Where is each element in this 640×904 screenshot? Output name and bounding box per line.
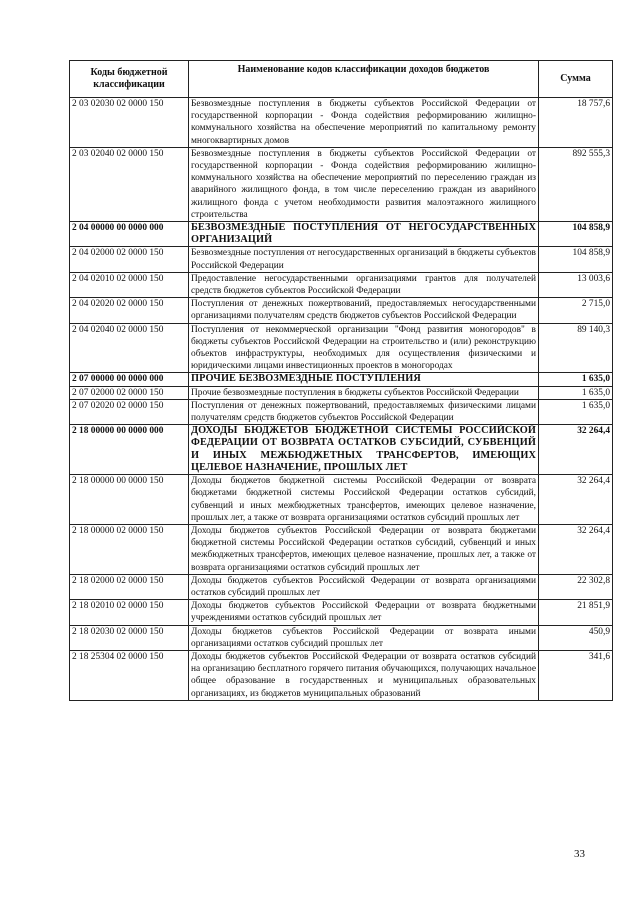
name-cell: ДОХОДЫ БЮДЖЕТОВ БЮДЖЕТНОЙ СИСТЕМЫ РОССИЙСКОЙ ФЕДЕРАЦИИ ОТ ВОЗВРАТА ОСТАТКОВ СУБСИДИЙ, СУБВЕНЦИЙ И ИНЫХ МЕЖБЮДЖЕТНЫХ ТРАНСФЕРТОВ, ИМЕЮЩИХ ЦЕЛЕВОЕ НАЗНАЧЕНИЕ, ПРОШЛЫХ ЛЕТ	[189, 425, 539, 475]
header-code: Коды бюджетной классификации	[70, 61, 189, 98]
code-cell: 2 04 00000 00 0000 000	[70, 222, 189, 247]
code-cell: 2 07 02020 02 0000 150	[70, 399, 189, 424]
budget-classification-table	[69, 60, 613, 701]
name-cell: БЕЗВОЗМЕЗДНЫЕ ПОСТУПЛЕНИЯ ОТ НЕГОСУДАРСТВЕННЫХ ОРГАНИЗАЦИЙ	[189, 222, 539, 247]
table-row	[70, 272, 613, 297]
table-row	[70, 222, 613, 247]
name-cell: Доходы бюджетов субъектов Российской Федерации от возврата бюджетными учреждениями остатков субсидий прошлых лет	[189, 600, 539, 625]
amount-cell: 89 140,3	[539, 323, 613, 373]
code-cell: 2 07 02000 02 0000 150	[70, 386, 189, 399]
table-row	[70, 147, 613, 221]
page-number: 33	[574, 848, 585, 860]
name-cell: Доходы бюджетов субъектов Российской Федерации от возврата бюджетами бюджетной системы Российской Федерации остатков субсидий, субвенций и иных межбюджетных трансфертов, имеющих целевое назначение, прошлых лет, а также от возврата организациями остатков субсидий прошлых лет	[189, 524, 539, 574]
amount-cell: 32 264,4	[539, 475, 613, 525]
table-row	[70, 386, 613, 399]
code-cell: 2 03 02030 02 0000 150	[70, 98, 189, 148]
code-cell: 2 18 00000 02 0000 150	[70, 524, 189, 574]
code-cell: 2 04 02000 02 0000 150	[70, 247, 189, 272]
header-amount: Сумма	[539, 61, 613, 98]
amount-cell: 13 003,6	[539, 272, 613, 297]
table-row	[70, 425, 613, 475]
amount-cell: 104 858,9	[539, 247, 613, 272]
name-cell: Доходы бюджетов бюджетной системы Российской Федерации от возврата бюджетами бюджетной системы Российской Федерации остатков субсидий, субвенций и иных межбюджетных трансфертов, имеющих целевое назначение, прошлых лет, а также от возврата организациями остатков субсидий прошлых лет	[189, 475, 539, 525]
code-cell: 2 04 02020 02 0000 150	[70, 298, 189, 323]
name-cell: Доходы бюджетов субъектов Российской Федерации от возврата остатков субсидий на организацию бесплатного горячего питания обучающихся, получающих начальное общее образование в государственных и муниципальных образовательных организациях, из бюджетов муниципальных образований	[189, 650, 539, 700]
name-cell: Предоставление негосударственными организациями грантов для получателей средств бюджетов субъектов Российской Федерации	[189, 272, 539, 297]
table-row	[70, 323, 613, 373]
code-cell: 2 03 02040 02 0000 150	[70, 147, 189, 221]
code-cell: 2 07 00000 00 0000 000	[70, 373, 189, 386]
amount-cell: 22 302,8	[539, 574, 613, 599]
code-cell: 2 18 02010 02 0000 150	[70, 600, 189, 625]
name-cell: Доходы бюджетов субъектов Российской Федерации от возврата организациями остатков субсидий прошлых лет	[189, 574, 539, 599]
amount-cell: 1 635,0	[539, 386, 613, 399]
amount-cell: 104 858,9	[539, 222, 613, 247]
code-cell: 2 18 00000 00 0000 150	[70, 475, 189, 525]
name-cell: Поступления от некоммерческой организации "Фонд развития моногородов" в бюджеты субъектов Российской Федерации на строительство и (или) реконструкцию объектов инфраструктуры, необходимых для осуществления физическими и юридическими лицами инвестиционных проектов в моногородах	[189, 323, 539, 373]
table-row	[70, 373, 613, 386]
table-row	[70, 650, 613, 700]
table-row	[70, 98, 613, 148]
name-cell: Безвозмездные поступления от негосударственных организаций в бюджеты субъектов Российской Федерации	[189, 247, 539, 272]
amount-cell: 32 264,4	[539, 425, 613, 475]
name-cell: Поступления от денежных пожертвований, предоставляемых физическими лицами получателям средств бюджетов субъектов Российской Федерации	[189, 399, 539, 424]
amount-cell: 32 264,4	[539, 524, 613, 574]
table-row	[70, 475, 613, 525]
code-cell: 2 04 02010 02 0000 150	[70, 272, 189, 297]
table-row	[70, 247, 613, 272]
code-cell: 2 18 25304 02 0000 150	[70, 650, 189, 700]
table-row	[70, 399, 613, 424]
table-row	[70, 298, 613, 323]
amount-cell: 1 635,0	[539, 373, 613, 386]
amount-cell: 2 715,0	[539, 298, 613, 323]
table-header-row	[70, 61, 613, 98]
code-cell: 2 18 02030 02 0000 150	[70, 625, 189, 650]
code-cell: 2 04 02040 02 0000 150	[70, 323, 189, 373]
code-cell: 2 18 00000 00 0000 000	[70, 425, 189, 475]
amount-cell: 341,6	[539, 650, 613, 700]
table-row	[70, 574, 613, 599]
amount-cell: 18 757,6	[539, 98, 613, 148]
table-row	[70, 524, 613, 574]
table-row	[70, 600, 613, 625]
name-cell: ПРОЧИЕ БЕЗВОЗМЕЗДНЫЕ ПОСТУПЛЕНИЯ	[189, 373, 539, 386]
amount-cell: 450,9	[539, 625, 613, 650]
name-cell: Безвозмездные поступления в бюджеты субъектов Российской Федерации от государственной корпорации - Фонда содействия реформированию жилищно-коммунального хозяйства на обеспечение мероприятий по капитальному ремонту многоквартирных домов	[189, 98, 539, 148]
amount-cell: 892 555,3	[539, 147, 613, 221]
name-cell: Доходы бюджетов субъектов Российской Федерации от возврата иными организациями остатков субсидий прошлых лет	[189, 625, 539, 650]
amount-cell: 1 635,0	[539, 399, 613, 424]
name-cell: Прочие безвозмездные поступления в бюджеты субъектов Российской Федерации	[189, 386, 539, 399]
header-name: Наименование кодов классификации доходов бюджетов	[189, 61, 539, 98]
code-cell: 2 18 02000 02 0000 150	[70, 574, 189, 599]
name-cell: Безвозмездные поступления в бюджеты субъектов Российской Федерации от государственной корпорации - Фонда содействия реформированию жилищно-коммунального хозяйства на обеспечение мероприятий по переселению граждан из аварийного жилищного фонда, в том числе переселению граждан из аварийного жилищного фонда с учетом необходимости развития малоэтажного жилищного строительства	[189, 147, 539, 221]
table-row	[70, 625, 613, 650]
name-cell: Поступления от денежных пожертвований, предоставляемых негосударственными организациями получателям средств бюджетов субъектов Российской Федерации	[189, 298, 539, 323]
amount-cell: 21 851,9	[539, 600, 613, 625]
